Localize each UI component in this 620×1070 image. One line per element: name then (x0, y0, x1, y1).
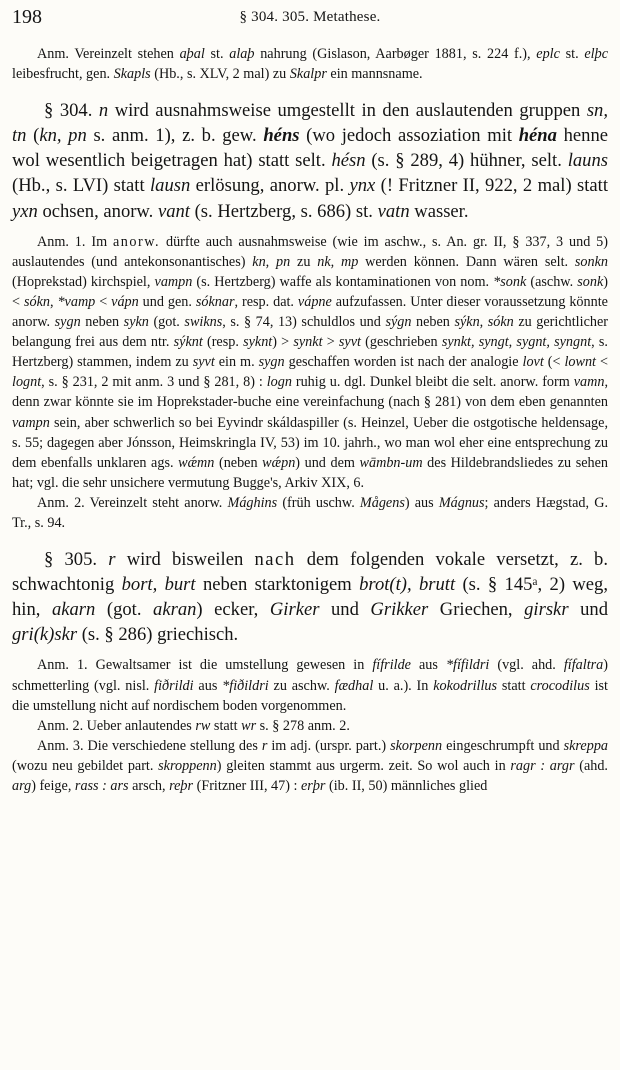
text-run: § 305. (44, 549, 109, 571)
text-run: (geschrieben (360, 334, 442, 351)
italic-term: Mágnus (438, 494, 485, 511)
text-run: , s. § 74, 13) schuldlos und (222, 314, 386, 331)
text-run: werden können. Dann wären selt. (358, 253, 575, 270)
italic-term: synkt (293, 334, 323, 351)
text-run: aufzufassen. Unter dieser voraussetzung könnte anorw. (12, 293, 608, 331)
italic-term: sonk (577, 273, 604, 290)
italic-term: eplc (536, 46, 560, 62)
section-305 (12, 547, 608, 647)
italic-term: skreppa (563, 737, 609, 754)
italic-term: launs (567, 150, 608, 172)
text-run: (got. (148, 314, 185, 331)
spaced-word: anorw. (113, 233, 161, 250)
text-run: arsch, (128, 778, 170, 794)
italic-term: vatn (377, 200, 410, 222)
italic-term: kokodrillus (433, 677, 498, 694)
italic-term: reþr (169, 778, 194, 794)
italic-term: syvt (192, 354, 215, 371)
italic-term: sýknt (173, 334, 203, 351)
text-run: st. (559, 46, 585, 62)
text-run: Anm. Vereinzelt stehen (37, 46, 180, 62)
text-run: (s. Hertzberg) waffe als kontaminationen von nom. (192, 273, 494, 290)
text-run: (! Fritzner II, 922, 2 mal) statt (375, 175, 609, 197)
text-run: Anm. 2. Vereinzelt steht anorw. (37, 494, 228, 511)
italic-term: *sonk (493, 273, 527, 290)
italic-term: synkt, syngt, sygnt, syngnt (441, 334, 592, 351)
italic-term: vampn (154, 273, 193, 290)
text-run: (neben (214, 454, 263, 471)
text-run: geschaffen worden ist nach der analogie (284, 354, 523, 371)
spaced-word: nach (254, 549, 296, 571)
text-run: dem folgenden vokale versetzt, z. b. schwachtonig (12, 549, 609, 596)
text-run: ein mannsname. (326, 66, 423, 83)
italic-term: vamn (573, 374, 605, 391)
text-run: < (95, 293, 112, 310)
text-run: (Hb., s. XLV, 2 mal) zu (150, 66, 290, 83)
italic-term: Girker (269, 599, 320, 621)
italic-term: girskr (524, 599, 569, 621)
text-run: zu gerichtlicher belangung frei aus dem ntr. (12, 314, 608, 351)
italic-term: hésn (331, 150, 366, 172)
italic-term: arg (12, 778, 32, 794)
text-run: ruhig u. dgl. Dunkel bleibt die selt. anorw. form (291, 374, 574, 391)
text-run: (s. § 286) griechisch. (77, 624, 239, 646)
anmerkung-top (12, 44, 608, 84)
text-run: (s. Hertzberg, s. 686) st. (189, 200, 378, 222)
text-run: statt (210, 717, 242, 734)
text-run: , s. § 231, 2 mit anm. 3 und § 281, 8) : (41, 374, 267, 391)
text-run: ) und dem (295, 454, 360, 471)
italic-term: syvt (338, 334, 361, 351)
text-run: < (596, 354, 608, 371)
text-run: ) feige, (31, 778, 75, 794)
section-305-anm-2 (12, 716, 608, 736)
text-run: wird bisweilen (115, 549, 255, 571)
italic-term: lownt (564, 354, 597, 371)
text-run: ) ecker, (196, 599, 270, 621)
text-run: des Hildebrandsliedes zu sehen hat; vgl. die sehr unsichere vermutung Bugge's, Arkiv XIX, 6. (12, 454, 608, 491)
italic-term: sygn (54, 314, 81, 331)
text-run: > (322, 334, 339, 351)
text-run: wasser. (409, 200, 469, 222)
text-run: , resp. dat. (234, 293, 298, 310)
section-304-anm-1 (12, 232, 608, 493)
italic-term: *fífildri (445, 657, 490, 674)
text-run: und gen. (138, 293, 196, 310)
italic-term: rw (195, 717, 211, 734)
text-run: Anm. 1. Im (37, 233, 113, 250)
italic-term: fífrilde (372, 657, 411, 674)
italic-term: héns (263, 125, 300, 147)
section-304 (12, 98, 608, 223)
text-run: , denn zwar könnte sie im Hoprekstader-buche eine vereinfachung (nach § 281) von dem eben genannten (12, 374, 608, 411)
text-run: und (319, 599, 371, 621)
italic-term: vampn (12, 414, 50, 431)
italic-term: Grikker (370, 599, 429, 621)
text-run: (früh uschw. (277, 494, 360, 511)
italic-term: sókn (23, 293, 50, 310)
italic-term: vápne (297, 293, 332, 310)
italic-term: ynx (349, 175, 376, 197)
italic-term: sýgn (385, 314, 412, 331)
page-header (12, 6, 608, 30)
text-run: (s. § 145ᵃ, 2) weg, hin, (12, 574, 608, 621)
italic-term: wǽpn (262, 454, 296, 471)
text-run: wird ausnahmsweise umgestellt in den auslautenden gruppen (108, 100, 587, 122)
italic-term: sykn (123, 314, 149, 331)
text-run: Anm. 3. Die verschiedene stellung des (37, 737, 262, 754)
text-run: neben (411, 314, 455, 331)
text-run: statt (497, 677, 531, 694)
text-run: s. § 278 anm. 2. (256, 717, 350, 734)
italic-term: logn (266, 374, 292, 391)
section-305-anm-3 (12, 736, 608, 796)
italic-term: fiðrildi (154, 677, 194, 694)
italic-term: vant (157, 200, 190, 222)
text-run: im adj. (urspr. part.) (267, 737, 391, 754)
italic-term: bort, burt (121, 574, 196, 596)
italic-term: aþal (179, 46, 205, 62)
italic-term: sóknar (195, 293, 235, 310)
italic-term: gri(k)skr (12, 624, 78, 646)
text-run: , (49, 293, 58, 310)
text-run: (resp. (202, 334, 244, 351)
italic-term: ragr : argr (510, 757, 575, 774)
italic-term: lognt (12, 374, 42, 391)
text-run: (s. § 289, 4) hühner, selt. (365, 150, 568, 172)
text-run: sein, aber schwerlich so bei Eyvindr skáldaspiller (s. Heinzel, Ueber die ostgotische heldensage, s. 55; dagegen aber Jónsson, Heimskringla IV, 53) im 10. jahrh., wo man wol eher eine entsprechung zu dem ebenfalls unklaren ags. (12, 414, 608, 471)
section-304-anm-2 (12, 493, 608, 533)
italic-term: r (108, 549, 116, 571)
section-305-anm-1 (12, 655, 608, 715)
text-run: und (568, 599, 608, 621)
italic-term: akran (153, 599, 197, 621)
italic-term: sýkn, sókn (454, 314, 514, 331)
italic-term: wr (241, 717, 257, 734)
italic-term: Skapls (113, 66, 151, 83)
italic-term: sonkn (574, 253, 608, 270)
italic-term: syknt (243, 334, 273, 351)
italic-term: kn, pn (252, 253, 291, 270)
italic-term: lovt (522, 354, 544, 371)
italic-term: rass : ars (74, 778, 129, 794)
text-run: Griechen, (428, 599, 525, 621)
text-run: , s. Hertzberg) stammen, indem zu (12, 334, 608, 371)
text-run: (wo jedoch assoziation mit (299, 125, 519, 147)
running-title: § 304. 305. Metathese. (239, 9, 381, 25)
text-run: ) gleiten stammt aus urgerm. zeit. So wol auch in (216, 757, 511, 774)
text-run: u. a.). In (373, 677, 434, 694)
italic-term: elþc (584, 46, 608, 62)
text-run: nahrung (Gislason, Aarbøger 1881, s. 224 f.), (254, 46, 537, 62)
text-run: neben starktonigem (195, 574, 360, 596)
italic-term: r (261, 737, 268, 754)
text-run: Anm. 2. Ueber anlautendes (37, 717, 196, 734)
text-run: ( (26, 125, 40, 147)
text-run: aus (410, 657, 446, 674)
italic-term: akarn (51, 599, 96, 621)
italic-term: nk, mp (317, 253, 359, 270)
italic-term: skorpenn (390, 737, 443, 754)
text-run: erlösung, anorw. pl. (190, 175, 350, 197)
text-run: (ib. II, 50) männliches glied (325, 778, 488, 794)
text-run: (Hb., s. LVI) statt (12, 175, 151, 197)
italic-term: n (98, 100, 109, 122)
text-run: ) aus (404, 494, 439, 511)
italic-term: fífaltra (563, 657, 604, 674)
italic-term: fædhal (334, 677, 374, 694)
italic-term: kn, pn (39, 125, 87, 147)
italic-term: skroppenn (158, 757, 217, 774)
text-run: leibesfrucht, gen. (12, 66, 114, 83)
text-run: (< (543, 354, 565, 371)
italic-term: Skalpr (289, 66, 327, 83)
italic-term: wǽmn (178, 454, 215, 471)
text-run: dürfte auch ausnahmsweise (wie im aschw., s. An. gr. II, § 337, 3 und 5) auslautendes (und antekonsonantisches) (12, 233, 609, 270)
text-run: (ahd. (574, 757, 608, 774)
text-run: (got. (95, 599, 154, 621)
italic-term: sygn (258, 354, 285, 371)
text-run: ) schmetterling (vgl. nisl. (12, 657, 608, 694)
text-run: eingeschrumpft und (442, 737, 564, 754)
text-run: (wozu neu gebildet part. (12, 757, 159, 774)
text-run: ein m. (214, 354, 259, 371)
text-run: s. anm. 1), z. b. gew. (86, 125, 264, 147)
text-run: zu aschw. (268, 677, 335, 694)
italic-term: erþr (301, 778, 326, 794)
text-run: ) > (272, 334, 294, 351)
text-run: ist die umstellung nicht auf nordischem boden vorgenommen. (12, 677, 608, 714)
italic-term: brot(t), brutt (359, 574, 456, 596)
text-run: neben (80, 314, 124, 331)
italic-term: alaþ (229, 46, 255, 62)
text-run: § 304. (44, 100, 99, 122)
italic-term: lausn (150, 175, 191, 197)
text-run: (Fritzner III, 47) : (193, 778, 301, 794)
text-run: aus (193, 677, 223, 694)
text-run: ; anders Hægstad, G. Tr., s. 94. (12, 494, 608, 531)
italic-term: crocodilus (530, 677, 590, 694)
text-run: ochsen, anorw. (37, 200, 158, 222)
italic-term: Mághins (227, 494, 278, 511)
italic-term: wāmbn-um (359, 454, 423, 471)
text-run: ) < (12, 273, 608, 310)
text-run: (vgl. ahd. (489, 657, 564, 674)
italic-term: *vamp (57, 293, 96, 310)
page (12, 6, 608, 796)
italic-term: héna (518, 125, 557, 147)
italic-term: swikns (184, 314, 223, 331)
text-run: henne wol wesentlich beigetragen hat) statt selt. (12, 125, 608, 172)
italic-term: sn, tn (12, 100, 608, 147)
text-run: zu (290, 253, 318, 270)
italic-term: *fiðildri (222, 677, 269, 694)
text-run: st. (204, 46, 230, 62)
text-run: (aschw. (526, 273, 578, 290)
page-number: 198 (12, 6, 42, 28)
text-run: Anm. 1. Gewaltsamer ist die umstellung gewesen in (37, 657, 373, 674)
text-run: (Hoprekstad) kirchspiel, (12, 273, 155, 290)
italic-term: yxn (12, 200, 38, 222)
italic-term: Mågens (359, 494, 405, 511)
italic-term: vápn (111, 293, 139, 310)
